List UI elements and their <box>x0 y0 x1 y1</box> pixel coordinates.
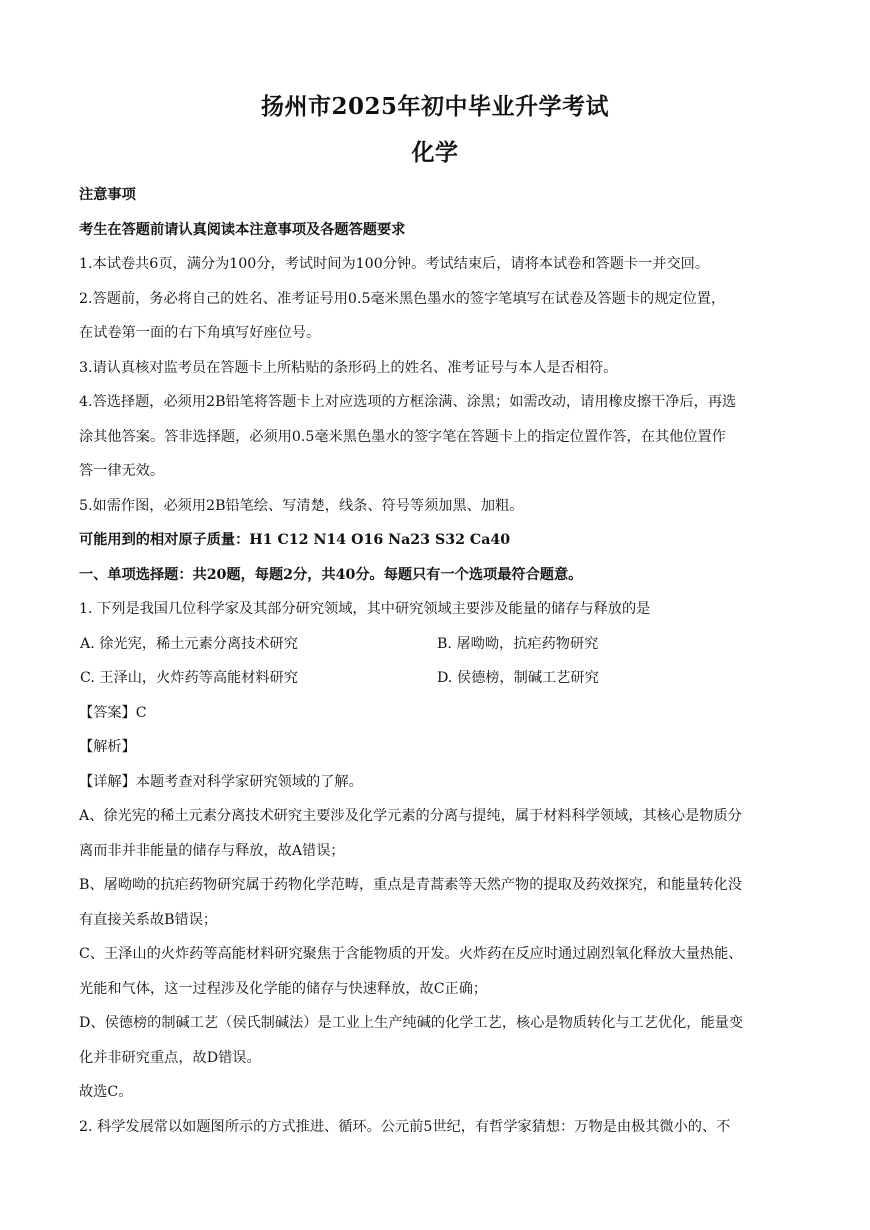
explanation-line: 故选C。 <box>79 1084 133 1100</box>
options-row <box>79 661 795 696</box>
exam-title: 扬州市2025年初中毕业升学考试 <box>260 93 609 120</box>
analysis-label: 【解析】 <box>79 739 136 755</box>
question-stem: 1. 下列是我国几位科学家及其部分研究领域，其中研究领域主要涉及能量的储存与释放的是 <box>79 601 651 617</box>
explanation-line: 有直接关系故B错误； <box>79 911 218 928</box>
section-heading: 一、单项选择题：共20题，每题2分，共40分。每题只有一个选项最符合题意。 <box>79 566 583 583</box>
explanation-block <box>79 765 795 1110</box>
explanation-line: B、屠呦呦的抗疟药物研究属于药物化学范畴，重点是青蒿素等天然产物的提取及药效探究，和能量转化没 <box>79 877 743 893</box>
option-b: B. 屠呦呦，抗疟药物研究 <box>437 635 599 652</box>
notice-list <box>79 247 795 523</box>
option-d: D. 侯德榜，制碱工艺研究 <box>437 670 599 686</box>
option-c: C. 王泽山，火炸药等高能材料研究 <box>80 670 298 686</box>
notice-item: 4.答选择题，必须用2B铅笔将答题卡上对应选项的方框涂满、涂黑；如需改动，请用橡皮擦干净后，再选 <box>79 394 737 410</box>
answer-line: 【答案】C <box>79 704 147 721</box>
explanation-line: 光能和气体，这一过程涉及化学能的储存与快速释放，故C正确； <box>79 980 488 997</box>
question-stem: 2. 科学发展常以如题图所示的方式推进、循环。公元前5世纪，有哲学家猜想：万物是由极其微小的、不 <box>79 1118 731 1135</box>
explanation-line: 化并非研究重点，故D错误。 <box>79 1049 261 1066</box>
explanation-line: 【详解】本题考查对科学家研究领域的了解。 <box>79 773 363 790</box>
subject-title: 化学 <box>411 139 459 166</box>
notice-item: 5.如需作图，必须用2B铅笔绘、写清楚，线条、符号等须加黑、加粗。 <box>79 497 524 514</box>
exam-content <box>79 178 795 1144</box>
notice-item: 2.答题前，务必将自己的姓名、准考证号用0.5毫米黑色墨水的签字笔填写在试卷及答题卡的规定位置， <box>79 290 726 307</box>
explanation-line: A、徐光宪的稀土元素分离技术研究主要涉及化学元素的分离与提纯，属于材料科学领域，其核心是物质分 <box>79 808 742 824</box>
notice-item: 涂其他答案。答非选择题，必须用0.5毫米黑色墨水的签字笔在答题卡上的指定位置作答，在其他位置作 <box>79 428 726 445</box>
options-row <box>79 627 795 662</box>
explanation-line: 离而非并非能量的储存与释放，故A错误； <box>79 842 345 859</box>
notice-intro: 考生在答题前请认真阅读本注意事项及各题答题要求 <box>79 221 406 238</box>
option-a: A. 徐光宪，稀土元素分离技术研究 <box>80 635 298 652</box>
notice-heading: 注意事项 <box>79 187 136 203</box>
explanation-line: D、侯德榜的制碱工艺（侯氏制碱法）是工业上生产纯碱的化学工艺，核心是物质转化与工艺优化，能量变 <box>79 1015 744 1031</box>
atomic-masses: 可能用到的相对原子质量：H1 C12 N14 O16 Na23 S32 Ca40 <box>79 532 511 548</box>
notice-item: 在试卷第一面的右下角填写好座位号。 <box>79 325 321 341</box>
notice-item: 答一律无效。 <box>79 463 165 479</box>
notice-item: 1.本试卷共6页，满分为100分，考试时间为100分钟。考试结束后，请将本试卷和答题卡一并交回。 <box>79 256 710 272</box>
notice-item: 3.请认真核对监考员在答题卡上所粘贴的条形码上的姓名、准考证号与本人是否相符。 <box>79 359 618 376</box>
explanation-line: C、王泽山的火炸药等高能材料研究聚焦于含能物质的开发。火炸药在反应时通过剧烈氧化释放大量热能、 <box>79 946 743 962</box>
